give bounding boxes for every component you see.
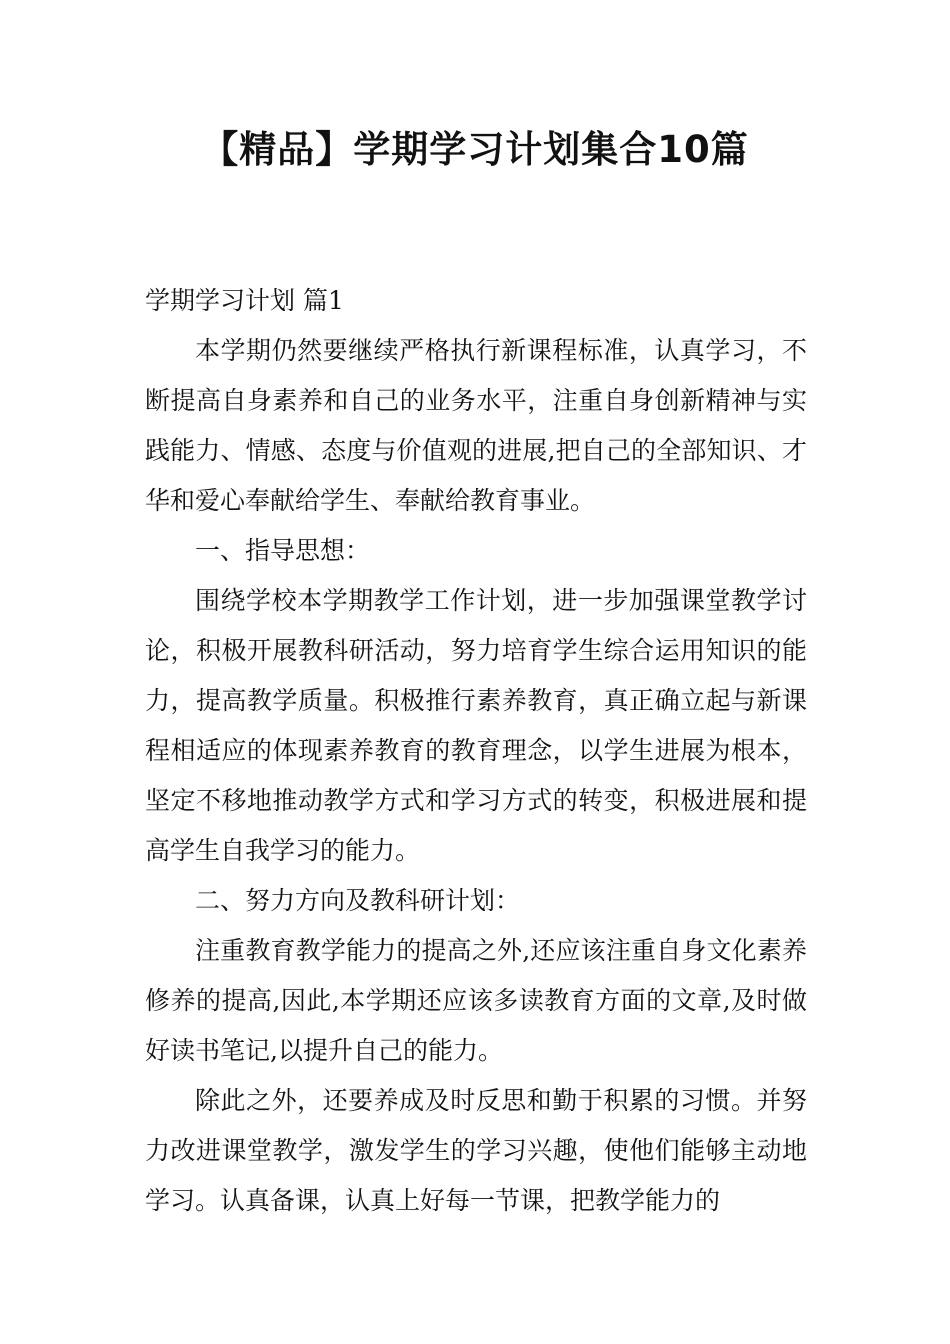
subheading-direction-plan: 二、努力方向及教科研计划： xyxy=(195,886,521,915)
paragraph-self-improvement: 注重教育教学能力的提高之外,还应该注重自身文化素养修养的提高,因此,本学期还应该多读教育方面的文章,及时做好读书笔记,以提升自己的能力。 xyxy=(145,936,807,1065)
paragraph-guiding-thought: 围绕学校本学期教学工作计划，进一步加强课堂教学讨论，积极开展教科研活动，努力培育学生综合运用知识的能力，提高教学质量。积极推行素养教育，真正确立起与新课程相适应的体现素养教育的教育理念，以学生进展为根本，坚定不移地推动教学方式和学习方式的转变，积极进展和提高学生自我学习的能力。 xyxy=(145,586,807,865)
paragraph-intro: 本学期仍然要继续严格执行新课程标准，认真学习，不断提高自身素养和自己的业务水平，注重自身创新精神与实践能力、情感、态度与价值观的进展,把自己的全部知识、才华和爱心奉献给学生、奉献给教育事业。 xyxy=(145,336,807,515)
paragraph-reflection: 除此之外，还要养成及时反思和勤于积累的习惯。并努力改进课堂教学，激发学生的学习兴趣，使他们能够主动地学习。认真备课，认真上好每一节课，把教学能力的 xyxy=(145,1086,807,1215)
document-body xyxy=(145,276,807,1226)
subheading-guiding-thought: 一、指导思想： xyxy=(195,536,371,565)
section-heading: 学期学习计划 篇1 xyxy=(145,286,344,315)
document-title: 【精品】学期学习计划集合10篇 xyxy=(201,128,749,171)
